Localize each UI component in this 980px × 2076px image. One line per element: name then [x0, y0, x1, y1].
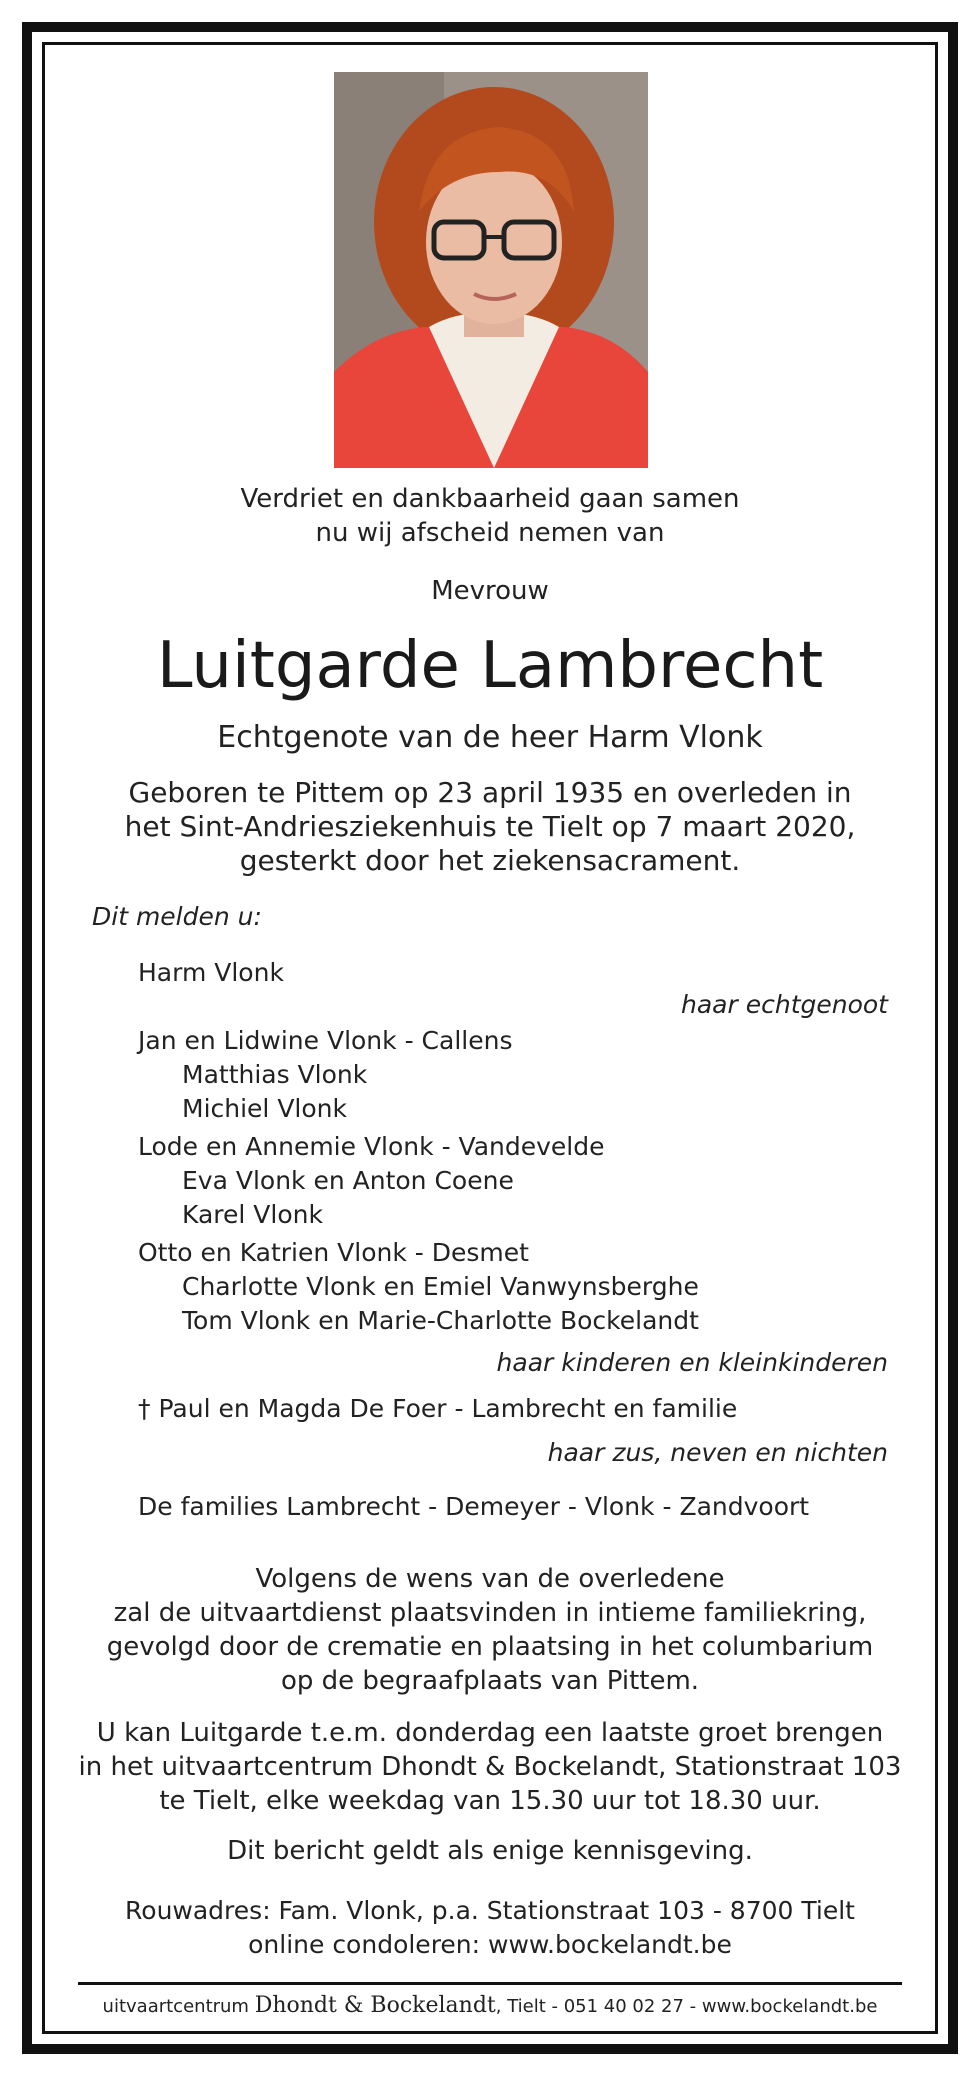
intro-text [60, 482, 920, 550]
portrait-photo [334, 72, 648, 468]
intro-line: Verdriet en dankbaarheid gaan samen [240, 484, 740, 514]
grandchild: Michiel Vlonk [182, 1094, 347, 1123]
footer [60, 1992, 920, 2021]
footer-brand: Dhondt & Bockelandt [254, 1993, 496, 2018]
visitation-info [60, 1716, 920, 1818]
info-line: gesterkt door het ziekensacrament. [239, 844, 741, 877]
family-member: † Paul en Magda De Foer - Lambrecht en familie [138, 1394, 738, 1423]
visitation-line: in het uitvaartcentrum Dhondt & Bockelandt, Stationstraat 103 [78, 1752, 902, 1782]
wish-line: op de begraafplaats van Pittem. [280, 1666, 700, 1696]
address-block [60, 1894, 920, 1962]
announcers-heading: Dit melden u: [92, 902, 262, 931]
condolence-url: online condoleren: www.bockelandt.be [248, 1930, 732, 1959]
spouse-line: Echtgenote van de heer Harm Vlonk [217, 720, 763, 755]
grandchild: Matthias Vlonk [182, 1060, 368, 1089]
family-member: Jan en Lidwine Vlonk - Callens [138, 1026, 513, 1055]
family-member: Harm Vlonk [138, 958, 284, 987]
wish-line: gevolgd door de crematie en plaatsing in het columbarium [106, 1632, 874, 1662]
family-member: Otto en Katrien Vlonk - Desmet [138, 1238, 529, 1267]
visitation-line: U kan Luitgarde t.e.m. donderdag een laatste groet brengen [96, 1718, 884, 1748]
notice-statement: Dit bericht geldt als enige kennisgeving. [227, 1836, 753, 1866]
salutation: Mevrouw [431, 576, 549, 606]
relation-label: haar zus, neven en nichten [547, 1438, 888, 1467]
relation-label: haar echtgenoot [681, 990, 888, 1019]
intro-line: nu wij afscheid nemen van [315, 518, 665, 548]
grandchild: Eva Vlonk en Anton Coene [182, 1166, 514, 1195]
grandchild: Charlotte Vlonk en Emiel Vanwynsberghe [182, 1272, 699, 1301]
info-line: Geboren te Pittem op 23 april 1935 en overleden in [128, 776, 852, 809]
footer-divider [78, 1982, 902, 1985]
grandchild: Tom Vlonk en Marie-Charlotte Bockelandt [182, 1306, 699, 1335]
wish-line: zal de uitvaartdienst plaatsvinden in intieme familiekring, [113, 1598, 867, 1628]
birth-death-info [60, 776, 920, 878]
footer-prefix: uitvaartcentrum [102, 1996, 249, 2017]
wish-line: Volgens de wens van de overledene [255, 1564, 725, 1594]
relation-label: haar kinderen en kleinkinderen [496, 1348, 888, 1377]
grandchild: Karel Vlonk [182, 1200, 323, 1229]
deceased-name: Luitgarde Lambrecht [156, 629, 824, 703]
footer-contact: , Tielt - 051 40 02 27 - www.bockelandt.be [495, 1996, 878, 2017]
info-line: het Sint-Andriesziekenhuis te Tielt op 7 maart 2020, [124, 810, 856, 843]
family-member: De families Lambrecht - Demeyer - Vlonk - Zandvoort [138, 1492, 810, 1521]
funeral-wish [60, 1562, 920, 1698]
family-member: Lode en Annemie Vlonk - Vandevelde [138, 1132, 605, 1161]
mourning-address: Rouwadres: Fam. Vlonk, p.a. Stationstraat 103 - 8700 Tielt [125, 1896, 855, 1925]
visitation-line: te Tielt, elke weekdag van 15.30 uur tot 18.30 uur. [159, 1786, 821, 1816]
